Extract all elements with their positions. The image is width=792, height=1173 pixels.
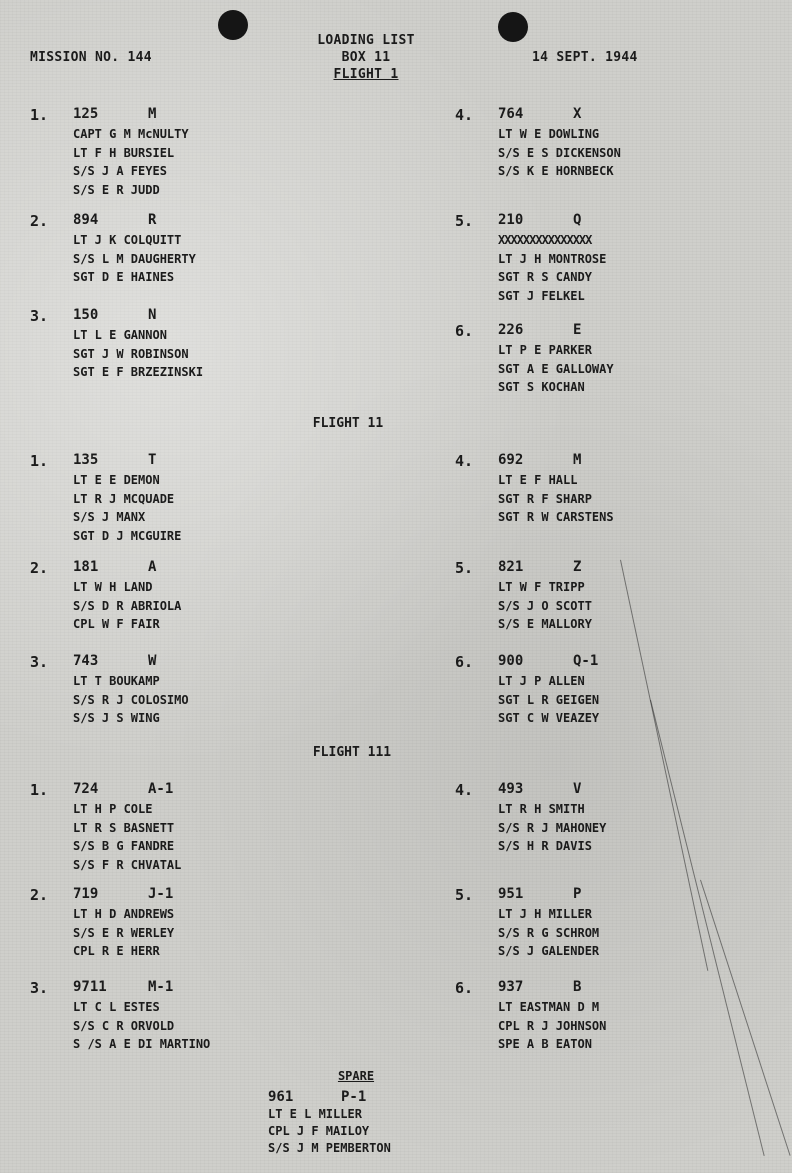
- crew-list: [73, 326, 293, 382]
- crew-member: SGT J W ROBINSON: [73, 346, 189, 361]
- entry-number: 5.: [455, 886, 474, 904]
- entry-number: 3.: [30, 307, 49, 325]
- crew-member: CPL W F FAIR: [73, 617, 160, 631]
- crew-member: S/S K E HORNBECK: [498, 164, 614, 178]
- crew-member: S/S R G SCHROM: [498, 925, 600, 940]
- crew-member: LT J H MONTROSE: [498, 251, 607, 266]
- crew-member: S/S C R ORVOLD: [73, 1018, 175, 1033]
- crew-member: S/S J A FEYES: [73, 164, 167, 178]
- crew-member: XXXXXXXXXXXXXXX: [498, 233, 592, 247]
- crew-list: [498, 341, 718, 397]
- crew-member: LT E F HALL: [498, 473, 578, 487]
- crew-member: LT J P ALLEN: [498, 674, 585, 688]
- crew-member: SGT D E HAINES: [73, 270, 175, 284]
- crew-member: SGT C W VEAZEY: [498, 711, 600, 725]
- aircraft-number: 951: [498, 886, 524, 902]
- entry-number: 4.: [455, 106, 474, 124]
- crew-member: SPE A B EATON: [498, 1037, 592, 1051]
- aircraft-letter: E: [573, 322, 582, 338]
- crew-member: S/S J M PEMBERTON: [268, 1141, 391, 1155]
- entry-number: 6.: [455, 322, 474, 340]
- crew-member: LT R H SMITH: [498, 802, 585, 816]
- crew-member: S/S F R CHVATAL: [73, 857, 182, 872]
- crew-list: [73, 578, 293, 634]
- crew-member: SGT E F BRZEZINSKI: [73, 365, 204, 379]
- crew-member: SGT J FELKEL: [498, 288, 585, 303]
- crew-member: LT W F TRIPP: [498, 580, 585, 594]
- aircraft-number: 900: [498, 653, 524, 669]
- aircraft-letter: P-1: [341, 1089, 367, 1105]
- entry-number: 1.: [30, 452, 49, 470]
- crew-list: [73, 471, 293, 545]
- crew-list: [73, 905, 293, 961]
- punch-hole: [218, 10, 248, 40]
- aircraft-number: 493: [498, 781, 524, 797]
- aircraft-letter: R: [148, 212, 157, 228]
- crew-member: LT F H BURSIEL: [73, 145, 175, 160]
- crew-member: S/S H R DAVIS: [498, 839, 592, 853]
- aircraft-number: 719: [73, 886, 99, 902]
- aircraft-letter: T: [148, 452, 157, 468]
- crew-member: S/S E MALLORY: [498, 617, 592, 631]
- aircraft-letter: X: [573, 106, 582, 122]
- entry-number: 1.: [30, 781, 49, 799]
- crew-list: [73, 231, 293, 287]
- crew-member: S/S J S WING: [73, 711, 160, 725]
- aircraft-letter: M-1: [148, 979, 174, 995]
- entry-number: 3.: [30, 653, 49, 671]
- aircraft-letter: M: [573, 452, 582, 468]
- crew-list: [73, 800, 293, 874]
- crew-member: CAPT G M McNULTY: [73, 127, 189, 141]
- loading-list-title: LOADING LIST: [317, 33, 415, 48]
- punch-hole: [498, 12, 528, 42]
- crew-member: S/S D R ABRIOLA: [73, 598, 182, 613]
- aircraft-number: 9711: [73, 979, 107, 995]
- crew-member: S/S L M DAUGHERTY: [73, 251, 196, 266]
- crew-member: CPL R J JOHNSON: [498, 1018, 607, 1033]
- crew-member: S/S J GALENDER: [498, 944, 600, 958]
- crew-member: LT E L MILLER: [268, 1107, 362, 1121]
- aircraft-letter: A: [148, 559, 157, 575]
- crew-member: LT P E PARKER: [498, 343, 592, 357]
- crew-member: SGT A E GALLOWAY: [498, 361, 614, 376]
- aircraft-letter: M: [148, 106, 157, 122]
- crew-member: CPL R E HERR: [73, 944, 160, 958]
- crew-member: LT T BOUKAMP: [73, 674, 160, 688]
- crew-member: LT H P COLE: [73, 802, 153, 816]
- spare-heading: SPARE: [337, 1069, 375, 1083]
- crew-list: [73, 125, 293, 199]
- crew-list: [73, 672, 293, 728]
- crew-member: LT C L ESTES: [73, 1000, 160, 1014]
- crew-list: [73, 998, 293, 1054]
- mission-number: MISSION NO. 144: [30, 50, 152, 65]
- crew-member: S/S R J COLOSIMO: [73, 692, 189, 707]
- crew-list: [498, 905, 718, 961]
- crew-member: S/S E R JUDD: [73, 182, 160, 197]
- aircraft-letter: Q: [573, 212, 582, 228]
- crew-member: LT R J MCQUADE: [73, 491, 175, 506]
- crew-list: [498, 125, 718, 181]
- crew-member: SGT R F SHARP: [498, 491, 592, 506]
- crew-member: S/S J O SCOTT: [498, 598, 592, 613]
- entry-number: 3.: [30, 979, 49, 997]
- crew-member: LT H D ANDREWS: [73, 907, 175, 921]
- crew-list: [498, 231, 718, 305]
- aircraft-number: 764: [498, 106, 524, 122]
- crew-list: [498, 800, 718, 856]
- aircraft-letter: Q-1: [573, 653, 599, 669]
- entry-number: 5.: [455, 559, 474, 577]
- entry-number: 4.: [455, 781, 474, 799]
- crew-member: S/S J MANX: [73, 510, 146, 524]
- entry-number: 2.: [30, 212, 49, 230]
- crew-member: LT W H LAND: [73, 580, 153, 594]
- crew-member: LT J K COLQUITT: [73, 233, 182, 247]
- aircraft-letter: B: [573, 979, 582, 995]
- flight-3-heading: FLIGHT 111: [312, 745, 392, 760]
- crew-list: [498, 998, 718, 1054]
- entry-number: 1.: [30, 106, 49, 124]
- aircraft-letter: V: [573, 781, 582, 797]
- aircraft-number: 743: [73, 653, 99, 669]
- entry-number: 2.: [30, 559, 49, 577]
- crew-list: [268, 1106, 488, 1157]
- aircraft-number: 125: [73, 106, 99, 122]
- aircraft-number: 150: [73, 307, 99, 323]
- crew-member: S/S R J MAHONEY: [498, 820, 607, 835]
- crew-list: [498, 578, 718, 634]
- aircraft-number: 210: [498, 212, 524, 228]
- crew-member: LT R S BASNETT: [73, 820, 175, 835]
- crew-member: LT J H MILLER: [498, 907, 592, 921]
- crew-list: [498, 471, 718, 527]
- entry-number: 6.: [455, 653, 474, 671]
- crew-list: [498, 672, 718, 728]
- aircraft-letter: W: [148, 653, 157, 669]
- entry-number: 2.: [30, 886, 49, 904]
- crew-member: S/S E R WERLEY: [73, 925, 175, 940]
- entry-number: 6.: [455, 979, 474, 997]
- aircraft-letter: A-1: [148, 781, 174, 797]
- crew-member: LT E E DEMON: [73, 473, 160, 487]
- crew-member: LT W E DOWLING: [498, 127, 600, 141]
- aircraft-number: 937: [498, 979, 524, 995]
- entry-number: 4.: [455, 452, 474, 470]
- aircraft-number: 894: [73, 212, 99, 228]
- aircraft-number: 821: [498, 559, 524, 575]
- crew-member: CPL J F MAILOY: [268, 1124, 370, 1138]
- aircraft-letter: P: [573, 886, 582, 902]
- aircraft-number: 961: [268, 1089, 294, 1105]
- flight-2-heading: FLIGHT 11: [312, 416, 384, 431]
- box-label: BOX 11: [341, 50, 391, 65]
- crew-member: S/S E S DICKENSON: [498, 145, 621, 160]
- aircraft-letter: J-1: [148, 886, 174, 902]
- document-heading: [296, 32, 436, 83]
- crew-member: LT EASTMAN D M: [498, 1000, 600, 1014]
- aircraft-letter: N: [148, 307, 157, 323]
- aircraft-number: 181: [73, 559, 99, 575]
- crew-member: S /S A E DI MARTINO: [73, 1037, 211, 1051]
- crew-member: SGT D J MCGUIRE: [73, 528, 182, 543]
- crew-member: S/S B G FANDRE: [73, 839, 175, 853]
- entry-number: 5.: [455, 212, 474, 230]
- aircraft-number: 692: [498, 452, 524, 468]
- mission-date: 14 SEPT. 1944: [532, 50, 638, 65]
- flight-1-heading: FLIGHT 1: [333, 67, 399, 82]
- crew-member: LT L E GANNON: [73, 328, 167, 342]
- aircraft-number: 135: [73, 452, 99, 468]
- crew-member: SGT L R GEIGEN: [498, 692, 600, 707]
- aircraft-number: 724: [73, 781, 99, 797]
- crew-member: SGT R W CARSTENS: [498, 510, 614, 524]
- aircraft-letter: Z: [573, 559, 582, 575]
- crew-member: SGT R S CANDY: [498, 270, 592, 284]
- aircraft-number: 226: [498, 322, 524, 338]
- crew-member: SGT S KOCHAN: [498, 380, 585, 394]
